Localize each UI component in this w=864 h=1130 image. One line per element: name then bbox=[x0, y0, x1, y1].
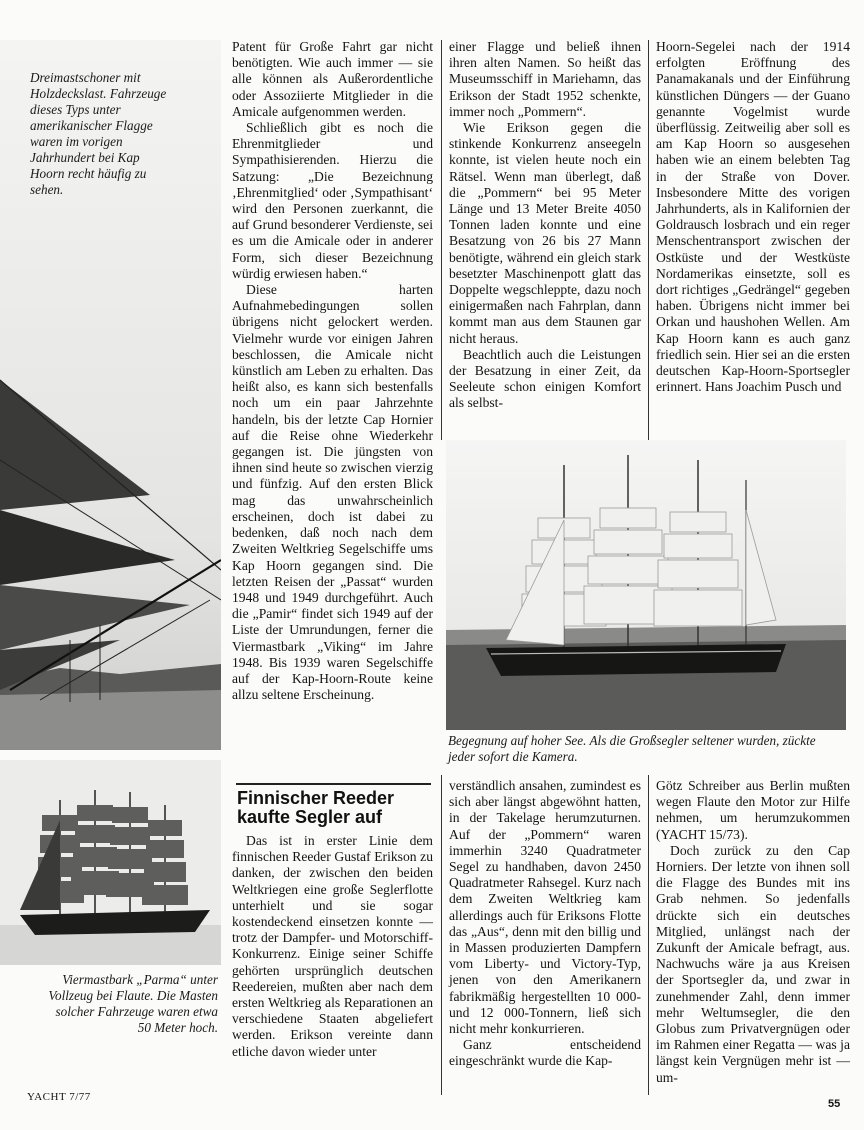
schooner-caption: Dreimastschoner mit Holzdeckslast. Fahrzeuge dieses Typs unter amerikanischer Flagge waren im vorigen Jahrhundert bei Kap Hoorn recht häufig zu sehen. bbox=[30, 70, 167, 197]
column-2-bottom bbox=[232, 833, 433, 1060]
paragraph: Diese harten Aufnahmebedingungen sollen übrigens nicht gelockert werden. Vielmehr wurde vor einigen Jahren beschlossen, die Amicale nicht künstlich am Leben zu erhalten. Das heißt also, es kann sich bestenfalls noch um ein paar Jahrzehnte handeln, bis der letzte Cap Hornier auf die Reise ohne Wiederkehr gegangen ist. Die jüngsten von ihnen sind heute so zwischen vierzig und fünfzig. Auf den ersten Blick mag das unwahrscheinlich erscheinen, doch ist dabei zu bedenken, daß noch nach dem Zweiten Weltkrieg Segelschiffe ums Kap Hoorn gegangen sind. Die letzten Reisen der „Passat“ wurden 1948 und 1949 durchgeführt. Auch die „Pamir“ findet sich 1949 auf der Liste der Umrundungen, ferner die Viermastbark „Viking“ im Jahre 1948. Bis 1939 waren Segelschiffe auf der Kap-Hoorn-Route keine allzu seltene Erscheinung. bbox=[232, 282, 433, 703]
parma-caption: Viermastbark „Parma“ unter Vollzeug bei Flaute. Die Masten solcher Fahrzeuge waren etwa 50 Meter hoch. bbox=[48, 972, 218, 1035]
heading-line-1: Finnischer Reeder bbox=[237, 788, 395, 808]
paragraph: Hoorn-Segelei nach der 1914 erfolgten Eröffnung des Panamakanals und der Einführung künstlichen Düngers — der Guano genannte Vogelmist wurde überflüssig. Zeitweilig aber soll es am Kap Hoorn so ausgesehen haben wie an einem belebten Tag in der Straße von Dover. Insbesondere Mitte des vorigen Jahrhunderts, als in Kalifornien der Goldrausch losbrach und ein reger Menschentransport zwischen der Ostküste und der Westküste Nordamerikas einsetzte, soll es dort richtiges „Gedrängel“ gegeben haben. Übrigens nicht immer bei Orkan und haushohen Wellen. Am Kap Hoorn kann es auch ganz friedlich sein. Hier sei an die ersten deutschen Kap-Hoorn-Sportsegler erinnert. Hans Joachim Pusch und bbox=[656, 39, 850, 395]
paragraph: Beachtlich auch die Leistungen der Besatzung in einer Zeit, da Seeleute schon einigen Komfort als selbst- bbox=[449, 346, 641, 411]
paragraph: Götz Schreiber aus Berlin mußten wegen Flaute den Motor zur Hilfe nehmen, um herumzukommen (YACHT 15/73). bbox=[656, 778, 850, 842]
paragraph: einer Flagge und beließ ihnen ihren alten Namen. So heißt das Museumsschiff in Mariehamn, das Erikson der Stadt 1952 schenkte, immer noch „Pommern“. bbox=[449, 39, 641, 119]
column-4-top bbox=[656, 39, 850, 395]
heading-line-2: kaufte Segler auf bbox=[237, 807, 383, 827]
page-number: 55 bbox=[828, 1098, 841, 1110]
paragraph: Patent für Große Fahrt gar nicht benötigten. Wie auch immer — sie alle können als Außerordentliche oder Assoziierte Mitglieder in die Amicale aufgenommen werden. bbox=[232, 39, 433, 119]
column-2-top bbox=[232, 39, 433, 703]
column-rule-2 bbox=[648, 40, 649, 440]
encounter-photo bbox=[446, 440, 846, 730]
magazine-footer: YACHT 7/77 bbox=[27, 1091, 91, 1103]
paragraph: Schließlich gibt es noch die Ehrenmitglieder und Sympathisierenden. Hierzu die Satzung: „Die Bezeichnung ‚Ehrenmitglied‘ oder ‚Sympathisant‘ wird den Personen zuerkannt, die auf Grund besonderer Verdienste, sei es um die Amicale oder in anderer Form, sich dieser Bezeichnung würdig erwiesen haben.“ bbox=[232, 120, 433, 281]
paragraph: Wie Erikson gegen die stinkende Konkurrenz anseegeln konnte, ist vielen heute noch ein Rätsel. Wenn man überlegt, daß die „Pommern“ bei 95 Meter Länge und 13 Meter Breite 4050 Tonnen laden konnte und eine Besatzung von 26 bis 27 Mann benötigte, während ein gleich stark besetzter Maschinenpott glatt das Doppelte wegschleppte, dazu noch einigermaßen nach Fahrplan, dann kommt man aus dem Staunen gar nicht heraus. bbox=[449, 120, 641, 346]
section-heading bbox=[237, 789, 433, 827]
column-rule-4 bbox=[648, 775, 649, 1095]
paragraph: verständlich ansahen, zumindest es sich aber längst abgewöhnt hatten, in der Takelage herumzuturnen. Auf der „Pommern“ waren immerhin 3240 Quadratmeter Segel zu handhaben, davon 2450 Quadratmeter Rahsegel. Kurz nach dem Zweiten Weltkrieg kam allerdings auch für Eriksons Flotte das „Aus“, denn mit den billig und in Massen produzierten Dampfern vom Liberty- und Victory-Typ, jenen von den Amerikanern fabrikmäßig hergestellten 10 000- und 12 000-Tonnern, ließ sich nicht mehr konkurrieren. bbox=[449, 778, 641, 1037]
heading-rule bbox=[236, 783, 431, 785]
column-3-bottom bbox=[449, 778, 641, 1070]
paragraph: Doch zurück zu den Cap Horniers. Der letzte von ihnen soll die Flagge des Bundes mit ins Grab nehmen. So jedenfalls drückte sich ein deutsches Mitglied, unlängst nach der Zukunft der Amicale befragt, aus. Nachwuchs wäre ja aus Kreisen der Sportsegler da, und zwar in zunehmender Zahl, denn immer mehr Weltumsegler, die den Globus zum Privatvergnügen oder im Rahmen einer Regatta — was ja längst kein Vergnügen mehr ist — um- bbox=[656, 842, 850, 1085]
paragraph: Ganz entscheidend eingeschränkt wurde die Kap- bbox=[449, 1037, 641, 1069]
parma-photo bbox=[0, 760, 221, 965]
paragraph: Das ist in erster Linie dem finnischen Reeder Gustaf Erikson zu danken, der zwischen den beiden Weltkriegen eine große Seglerflotte unterhielt und sie sogar kostendeckend einsetzen konnte — trotz der Dampfer- und Motorschiff-Konkurrenz. Einige seiner Schiffe gehörten ursprünglich deutschen Reedereien, mußten aber nach dem ersten Weltkrieg als Reparationen an verschiedene Staaten abgeliefert werden. Erikson vereinte dann etliche davon wieder unter bbox=[232, 833, 433, 1059]
column-3-top bbox=[449, 39, 641, 412]
column-4-bottom bbox=[656, 778, 850, 1086]
column-rule-1 bbox=[441, 40, 442, 440]
encounter-caption: Begegnung auf hoher See. Als die Großsegler seltener wurden, zückte jeder sofort die Kamera. bbox=[448, 733, 816, 764]
column-rule-3 bbox=[441, 775, 442, 1095]
